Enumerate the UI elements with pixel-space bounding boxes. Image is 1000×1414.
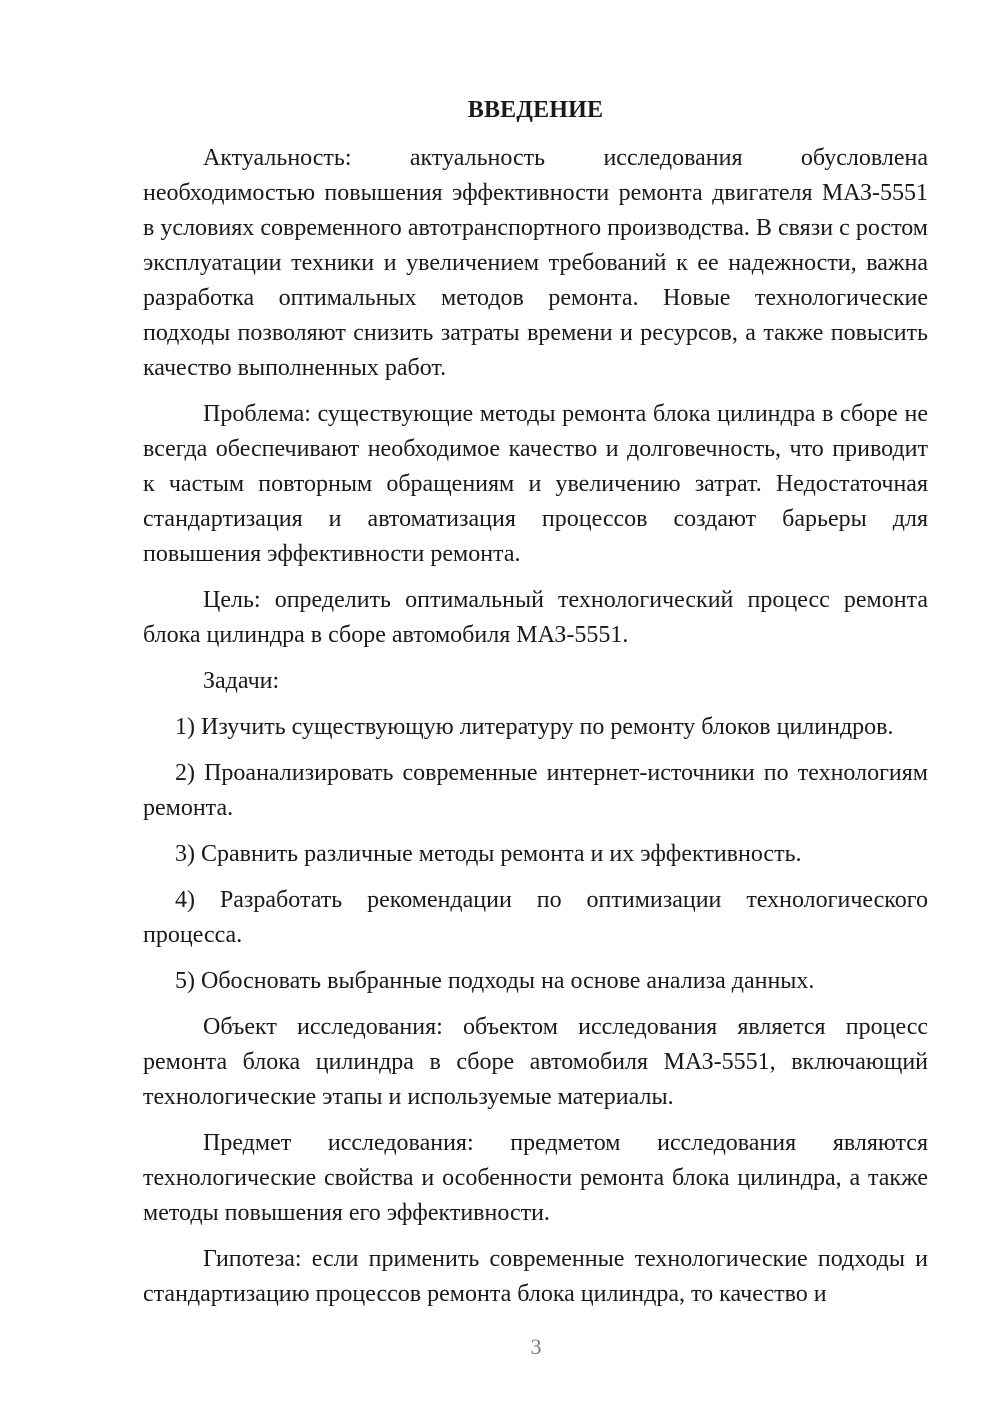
paragraph-object: Объект исследования: объектом исследования является процесс ремонта блока цилиндра в сборе автомобиля МАЗ-5551, включающий технологические этапы и используемые материалы.: [143, 1014, 928, 1110]
paragraph-hypothesis: Гипотеза: если применить современные технологические подходы и стандартизацию процессов ремонта блока цилиндра, то качество и: [143, 1246, 928, 1307]
page-number: 3: [530, 1334, 542, 1359]
paragraph-goal: Цель: определить оптимальный технологический процесс ремонта блока цилиндра в сборе автомобиля МАЗ-5551.: [143, 587, 928, 648]
document-body: [143, 141, 928, 1323]
task-item: 4) Разработать рекомендации по оптимизации технологического процесса.: [143, 887, 928, 948]
task-item: 1) Изучить существующую литературу по ремонту блоков цилиндров.: [175, 714, 894, 740]
task-item: 2) Проанализировать современные интернет-источники по технологиям ремонта.: [143, 760, 928, 821]
task-item: 5) Обосновать выбранные подходы на основе анализа данных.: [175, 968, 815, 994]
task-item: 3) Сравнить различные методы ремонта и их эффективность.: [175, 841, 802, 867]
page-title: ВВЕДЕНИЕ: [467, 97, 604, 123]
paragraph-problem: Проблема: существующие методы ремонта блока цилиндра в сборе не всегда обеспечивают необходимое качество и долговечность, что приводит к частым повторным обращениям и увеличению затрат. Недостаточная стандартизация и автоматизация процессов создают барьеры для повышения эффективности ремонта.: [143, 401, 928, 567]
paragraph-tasks-heading: Задачи:: [203, 668, 280, 694]
paragraph-subject: Предмет исследования: предметом исследования являются технологические свойства и особенности ремонта блока цилиндра, а также методы повышения его эффективности.: [143, 1130, 928, 1226]
paragraph-relevance: Актуальность: актуальность исследования обусловлена необходимостью повышения эффективности ремонта двигателя МАЗ-5551 в условиях современного автотранспортного производства. В связи с ростом эксплуатации техники и увеличением требований к ее надежности, важна разработка оптимальных методов ремонта. Новые технологические подходы позволяют снизить затраты времени и ресурсов, а также повысить качество выполненных работ.: [143, 145, 928, 381]
